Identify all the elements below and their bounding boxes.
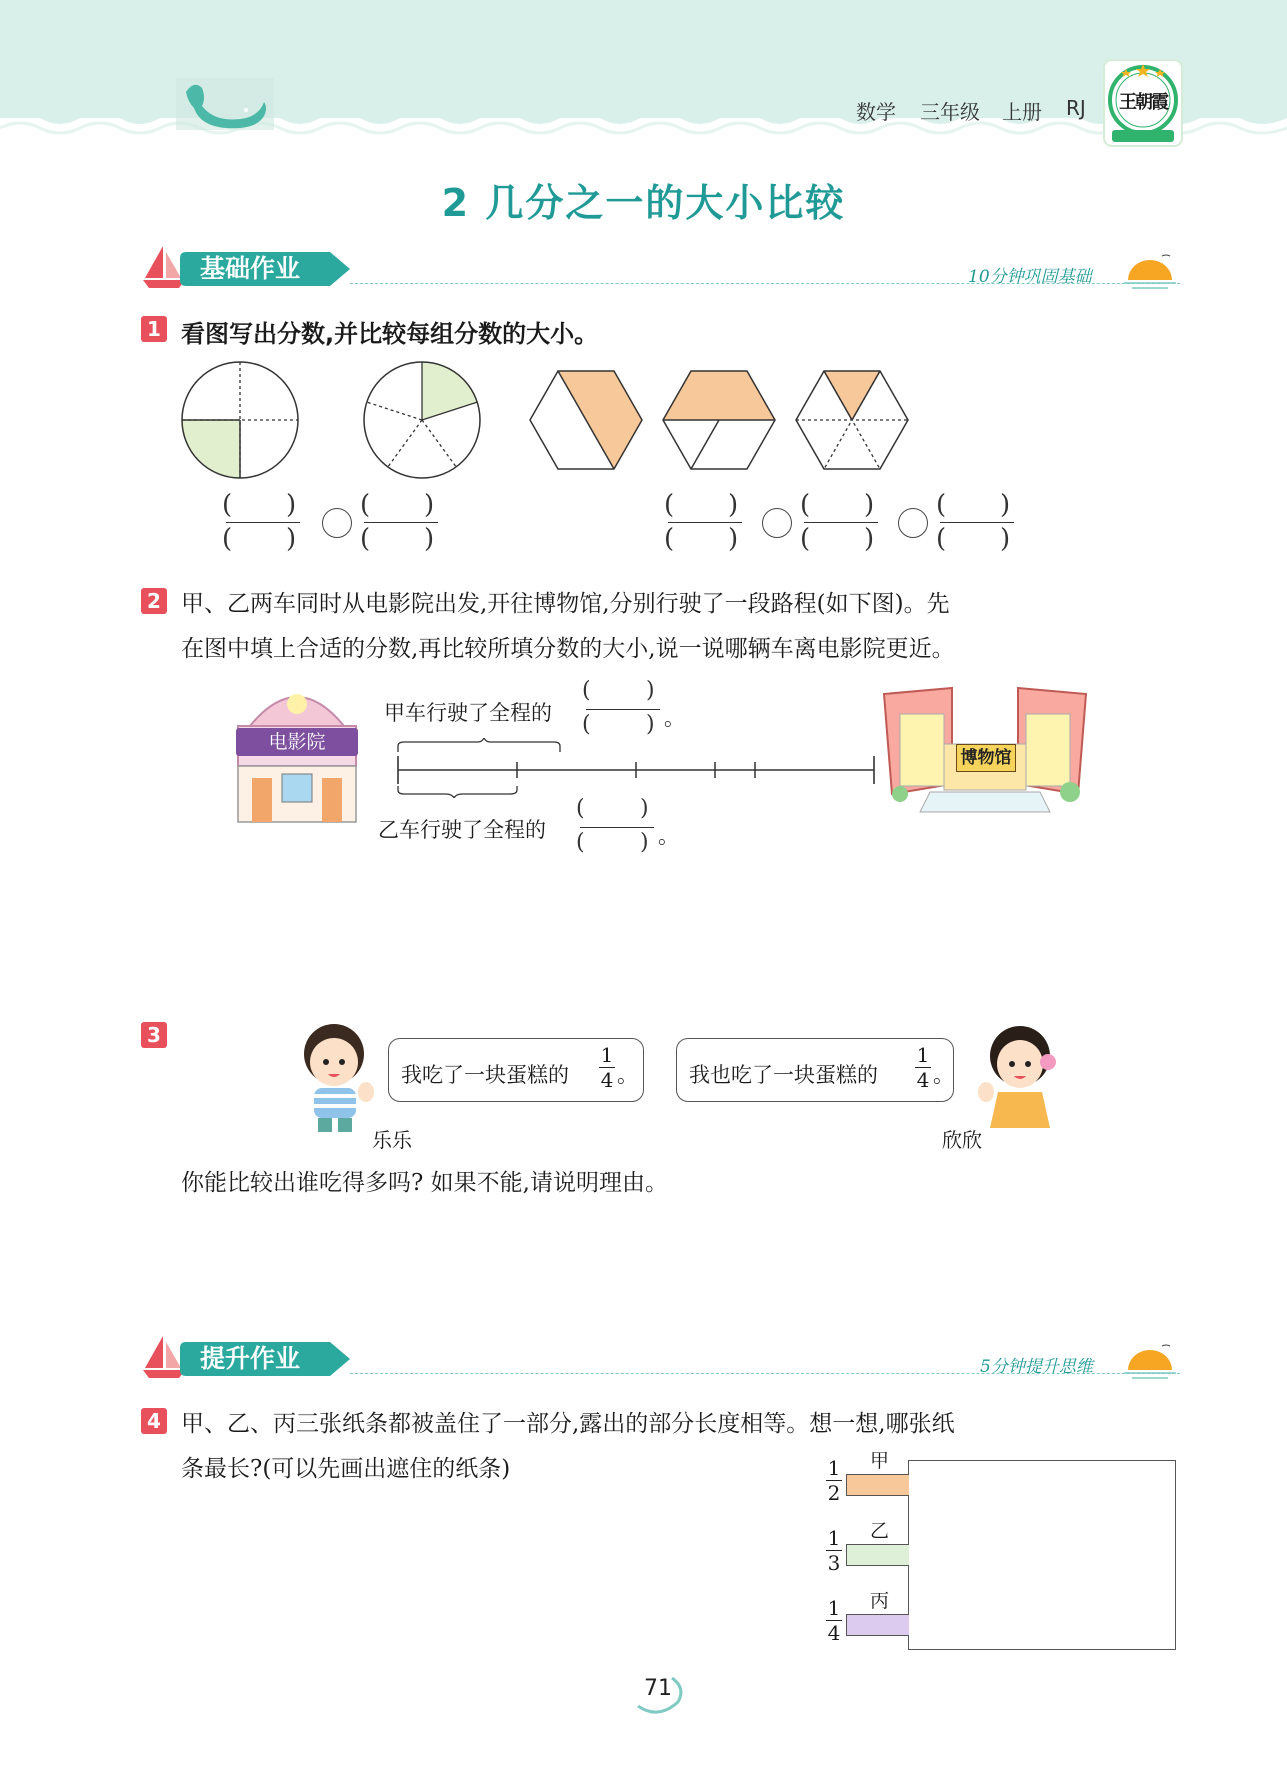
whale-icon bbox=[176, 78, 274, 130]
q4-text-line1: 甲、乙、丙三张纸条都被盖住了一部分,露出的部分长度相等。想一想,哪张纸 bbox=[181, 1411, 955, 1437]
paren-close: ) bbox=[424, 490, 435, 520]
q1-compare-circle-3[interactable] bbox=[898, 508, 928, 538]
paren-open: ( bbox=[664, 524, 675, 554]
lele-fraction bbox=[599, 1045, 615, 1090]
lele-speech-bubble bbox=[388, 1038, 644, 1102]
paren-open: ( bbox=[576, 796, 585, 821]
brand-badge bbox=[1102, 58, 1184, 148]
page-title: 2 几分之一的大小比较 bbox=[441, 181, 846, 225]
q2-text-line2: 在图中填上合适的分数,再比较所填分数的大小,说一说哪辆车离电影院更近。 bbox=[181, 636, 955, 662]
paren-open: ( bbox=[360, 524, 371, 554]
strip-a-label: 甲 bbox=[870, 1450, 890, 1472]
paren-open: ( bbox=[222, 490, 233, 520]
xinxin-speech-bubble bbox=[676, 1038, 954, 1102]
fraction-denominator: 4 bbox=[916, 1068, 930, 1092]
xinxin-name: 欣欣 bbox=[942, 1128, 982, 1152]
fraction-bar bbox=[226, 522, 300, 523]
circle-quarters bbox=[182, 362, 298, 478]
circle-fifths bbox=[364, 362, 480, 478]
q1-compare-circle-1[interactable] bbox=[322, 508, 352, 538]
header-edition: RJ bbox=[1066, 96, 1086, 120]
boy-lele-avatar bbox=[290, 1018, 386, 1134]
xinxin-speech-text: 我也吃了一块蛋糕的 bbox=[689, 1063, 878, 1087]
paren-open: ( bbox=[800, 490, 811, 520]
q2-number: 2 bbox=[141, 588, 167, 614]
q1-figures bbox=[170, 355, 1070, 485]
fraction-bar bbox=[586, 709, 660, 710]
q2-car-a-period: 。 bbox=[664, 706, 685, 730]
q1-compare-circle-2[interactable] bbox=[762, 508, 792, 538]
paren-close: ) bbox=[646, 712, 655, 737]
q3-number: 3 bbox=[141, 1022, 167, 1048]
hexagon-sixths bbox=[796, 371, 908, 469]
fraction-denominator: 3 bbox=[827, 1551, 841, 1575]
q1-text: 看图写出分数,并比较每组分数的大小。 bbox=[181, 320, 599, 348]
q1-number: 1 bbox=[141, 316, 167, 342]
paren-close: ) bbox=[728, 490, 739, 520]
q4-text-line2: 条最长?(可以先画出遮住的纸条) bbox=[181, 1456, 511, 1482]
q1-blank-5[interactable] bbox=[936, 490, 1018, 556]
paren-close: ) bbox=[286, 490, 297, 520]
strip-c-fraction bbox=[826, 1598, 842, 1643]
fraction-bar bbox=[668, 522, 742, 523]
paren-open: ( bbox=[800, 524, 811, 554]
lele-speech-period: 。 bbox=[617, 1063, 638, 1087]
fraction-numerator: 1 bbox=[827, 1596, 841, 1620]
paren-close: ) bbox=[728, 524, 739, 554]
paren-close: ) bbox=[1000, 524, 1011, 554]
sunset-icon bbox=[1122, 1340, 1178, 1384]
section-advanced-subtitle: 5分钟提升思维 bbox=[980, 1357, 1093, 1377]
q1-blank-2[interactable] bbox=[360, 490, 442, 556]
strip-c-label: 丙 bbox=[870, 1590, 890, 1612]
paren-close: ) bbox=[646, 678, 655, 703]
paren-open: ( bbox=[360, 490, 371, 520]
cinema-sign bbox=[236, 728, 358, 756]
cover-box bbox=[908, 1460, 1176, 1650]
q2-text-line1: 甲、乙两车同时从电影院出发,开往博物馆,分别行驶了一段路程(如下图)。先 bbox=[181, 591, 950, 617]
fraction-bar bbox=[580, 827, 654, 828]
strip-b-label: 乙 bbox=[870, 1520, 890, 1542]
q2-car-b-label: 乙车行驶了全程的 bbox=[378, 818, 546, 842]
section-basic-label: 基础作业 bbox=[200, 254, 301, 283]
paren-close: ) bbox=[286, 524, 297, 554]
fraction-numerator: 1 bbox=[827, 1526, 841, 1550]
page-number: 71 bbox=[644, 1676, 672, 1701]
q2-car-a-label: 甲车行驶了全程的 bbox=[384, 701, 552, 725]
section-basic-subtitle: 10分钟巩固基础 bbox=[968, 267, 1092, 287]
fraction-numerator: 1 bbox=[916, 1043, 930, 1067]
fraction-denominator: 4 bbox=[600, 1068, 614, 1092]
strip-b bbox=[846, 1544, 909, 1566]
fraction-numerator: 1 bbox=[827, 1456, 841, 1480]
xinxin-fraction bbox=[915, 1045, 931, 1090]
sunset-icon bbox=[1122, 250, 1178, 294]
paren-close: ) bbox=[424, 524, 435, 554]
hexagon-halves bbox=[530, 371, 642, 469]
hexagon-thirds bbox=[663, 371, 775, 469]
strip-c bbox=[846, 1614, 909, 1636]
brand-name: 王朝霞 bbox=[1119, 92, 1167, 113]
fraction-denominator: 2 bbox=[827, 1481, 841, 1505]
museum-label: 博物馆 bbox=[960, 748, 1012, 768]
q1-blank-1[interactable] bbox=[222, 490, 304, 556]
q2-car-b-blank[interactable] bbox=[576, 796, 658, 862]
paren-open: ( bbox=[576, 830, 585, 855]
lele-name: 乐乐 bbox=[372, 1128, 412, 1152]
q1-blank-3[interactable] bbox=[664, 490, 746, 556]
strip-a-fraction bbox=[826, 1458, 842, 1503]
cinema-label: 电影院 bbox=[268, 731, 326, 753]
paren-close: ) bbox=[864, 524, 875, 554]
paren-close: ) bbox=[640, 796, 649, 821]
fraction-bar bbox=[940, 522, 1014, 523]
fraction-numerator: 1 bbox=[600, 1043, 614, 1067]
header-volume: 上册 bbox=[1002, 100, 1042, 124]
fraction-bar bbox=[804, 522, 878, 523]
paren-open: ( bbox=[582, 712, 591, 737]
paren-open: ( bbox=[222, 524, 233, 554]
paren-open: ( bbox=[936, 524, 947, 554]
q2-car-b-period: 。 bbox=[658, 824, 679, 848]
paren-open: ( bbox=[582, 678, 591, 703]
xinxin-speech-period: 。 bbox=[933, 1063, 954, 1087]
fraction-bar bbox=[364, 522, 438, 523]
strip-b-fraction bbox=[826, 1528, 842, 1573]
fraction-denominator: 4 bbox=[827, 1621, 841, 1645]
q3-question: 你能比较出谁吃得多吗? 如果不能,请说明理由。 bbox=[181, 1170, 668, 1196]
section-advanced-label: 提升作业 bbox=[200, 1344, 301, 1373]
strip-a bbox=[846, 1474, 909, 1496]
q4-number: 4 bbox=[141, 1408, 167, 1434]
museum-sign bbox=[956, 744, 1016, 772]
q1-blank-4[interactable] bbox=[800, 490, 882, 556]
paren-open: ( bbox=[664, 490, 675, 520]
paren-close: ) bbox=[640, 830, 649, 855]
route-diagram bbox=[390, 738, 880, 798]
lele-speech-text: 我吃了一块蛋糕的 bbox=[401, 1063, 569, 1087]
q2-car-a-blank[interactable] bbox=[582, 678, 664, 744]
header-subject: 数学 bbox=[856, 100, 896, 124]
paren-close: ) bbox=[864, 490, 875, 520]
girl-xinxin-avatar bbox=[968, 1018, 1064, 1134]
paren-close: ) bbox=[1000, 490, 1011, 520]
paren-open: ( bbox=[936, 490, 947, 520]
header-grade: 三年级 bbox=[920, 100, 980, 124]
